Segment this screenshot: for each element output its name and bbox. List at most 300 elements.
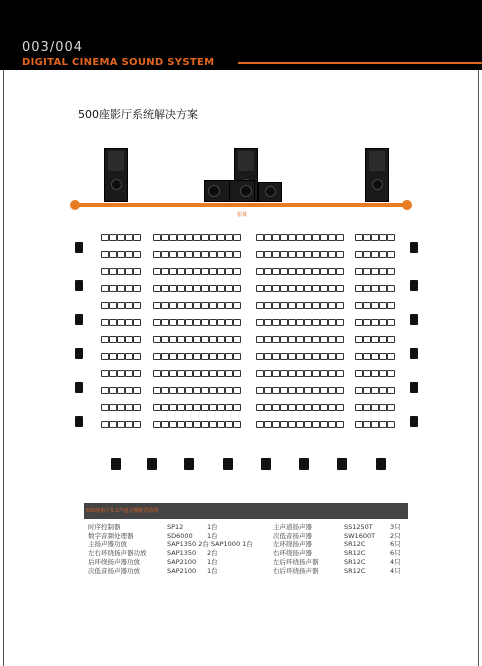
- seat: [201, 319, 209, 326]
- seat: [225, 353, 233, 360]
- seat: [101, 268, 109, 275]
- seat: [264, 302, 272, 309]
- seat-row: [355, 336, 395, 343]
- seat: [355, 336, 363, 343]
- seat: [328, 404, 336, 411]
- seat: [387, 421, 395, 428]
- seat: [185, 404, 193, 411]
- seat: [320, 336, 328, 343]
- seat-row: [153, 336, 241, 343]
- subwoofer-center: [229, 180, 255, 202]
- seat: [256, 285, 264, 292]
- seat: [153, 251, 161, 258]
- seat: [363, 268, 371, 275]
- seat: [201, 387, 209, 394]
- seat: [185, 387, 193, 394]
- seat: [336, 387, 344, 394]
- seat: [256, 319, 264, 326]
- seat: [312, 302, 320, 309]
- seat: [280, 370, 288, 377]
- seat-row: [256, 251, 344, 258]
- surround-speaker-left: [75, 314, 83, 325]
- seat: [233, 234, 241, 241]
- seat: [225, 421, 233, 428]
- seat: [387, 302, 395, 309]
- equipment-name: 主扬声器功放: [88, 540, 127, 549]
- seat: [355, 251, 363, 258]
- seat: [133, 268, 141, 275]
- seat: [225, 370, 233, 377]
- seat: [379, 353, 387, 360]
- seat: [153, 285, 161, 292]
- seat: [264, 285, 272, 292]
- seat: [161, 285, 169, 292]
- seat: [233, 285, 241, 292]
- surround-speaker-right: [410, 242, 418, 253]
- seat: [233, 268, 241, 275]
- seat: [209, 234, 217, 241]
- seat: [264, 251, 272, 258]
- seat: [379, 319, 387, 326]
- seat-row: [256, 268, 344, 275]
- seat: [109, 353, 117, 360]
- seat: [101, 336, 109, 343]
- seat: [233, 353, 241, 360]
- seat: [304, 370, 312, 377]
- seat: [201, 421, 209, 428]
- seat: [193, 387, 201, 394]
- seat: [153, 319, 161, 326]
- seat: [133, 285, 141, 292]
- seat-row: [256, 370, 344, 377]
- seat: [288, 268, 296, 275]
- equipment-quantity: 4只: [390, 566, 401, 575]
- seat-row: [101, 319, 141, 326]
- section-subtitle: DIGITAL CINEMA SOUND SYSTEM: [22, 57, 215, 68]
- seat: [217, 234, 225, 241]
- seat: [379, 387, 387, 394]
- seat: [304, 404, 312, 411]
- equipment-name: 后环绕扬声器功放: [88, 557, 140, 566]
- surround-speaker-right: [410, 314, 418, 325]
- seat: [320, 370, 328, 377]
- seat: [133, 404, 141, 411]
- seat: [169, 370, 177, 377]
- seat: [109, 285, 117, 292]
- seat: [193, 268, 201, 275]
- seat: [117, 268, 125, 275]
- seat: [355, 387, 363, 394]
- seat: [125, 370, 133, 377]
- seat: [363, 387, 371, 394]
- seat: [363, 285, 371, 292]
- seat: [117, 319, 125, 326]
- seat: [264, 421, 272, 428]
- seat: [296, 336, 304, 343]
- seat: [109, 421, 117, 428]
- seat: [280, 336, 288, 343]
- seat-row: [153, 387, 241, 394]
- seat: [177, 353, 185, 360]
- equipment-quantity: 6只: [390, 549, 401, 558]
- seat: [387, 285, 395, 292]
- seat: [355, 302, 363, 309]
- seat: [288, 387, 296, 394]
- seat: [209, 251, 217, 258]
- page-header: [0, 0, 482, 70]
- seat: [320, 268, 328, 275]
- seat: [177, 404, 185, 411]
- surround-speaker-left: [75, 242, 83, 253]
- equipment-table-header: [84, 503, 408, 519]
- seat: [101, 285, 109, 292]
- rear-surround-speaker: [223, 458, 233, 470]
- seat: [256, 302, 264, 309]
- seat: [312, 336, 320, 343]
- seat-row: [256, 234, 344, 241]
- seat: [288, 404, 296, 411]
- seat: [355, 404, 363, 411]
- seat-row: [153, 302, 241, 309]
- seat: [169, 234, 177, 241]
- seat: [201, 336, 209, 343]
- seat: [272, 421, 280, 428]
- seat-row: [153, 234, 241, 241]
- seat: [304, 353, 312, 360]
- seat: [312, 285, 320, 292]
- seat: [328, 370, 336, 377]
- seat: [185, 319, 193, 326]
- seat-row: [101, 234, 141, 241]
- subwoofer-right: [258, 182, 282, 202]
- seat: [225, 234, 233, 241]
- seat: [209, 285, 217, 292]
- seat: [371, 353, 379, 360]
- seat: [101, 234, 109, 241]
- equipment-name: 左环绕扬声器: [273, 540, 312, 549]
- seat-row: [153, 268, 241, 275]
- seat: [109, 234, 117, 241]
- seat: [288, 421, 296, 428]
- seat: [125, 234, 133, 241]
- seat-row: [256, 353, 344, 360]
- seat: [153, 353, 161, 360]
- seat: [161, 370, 169, 377]
- seat: [201, 370, 209, 377]
- seat: [312, 387, 320, 394]
- seat: [363, 421, 371, 428]
- seat: [217, 319, 225, 326]
- seat: [387, 336, 395, 343]
- seat: [296, 421, 304, 428]
- rear-surround-speaker: [337, 458, 347, 470]
- seat: [193, 370, 201, 377]
- seat-row: [153, 251, 241, 258]
- seat: [233, 370, 241, 377]
- seat: [177, 370, 185, 377]
- seat: [117, 421, 125, 428]
- equipment-model: SP12: [167, 523, 184, 531]
- seat: [320, 251, 328, 258]
- seat: [233, 387, 241, 394]
- seat: [217, 353, 225, 360]
- seat: [371, 387, 379, 394]
- seat: [209, 268, 217, 275]
- seat: [296, 268, 304, 275]
- seat: [125, 251, 133, 258]
- seat: [233, 251, 241, 258]
- seat: [296, 251, 304, 258]
- seat: [169, 319, 177, 326]
- seat: [371, 336, 379, 343]
- seat: [217, 421, 225, 428]
- seat: [209, 353, 217, 360]
- equipment-name: 右后环绕扬声器: [273, 566, 319, 575]
- seat-row: [256, 302, 344, 309]
- seat: [304, 268, 312, 275]
- seat: [233, 404, 241, 411]
- seat: [209, 421, 217, 428]
- seat: [387, 251, 395, 258]
- seat: [125, 319, 133, 326]
- seat-row: [355, 319, 395, 326]
- seat: [304, 319, 312, 326]
- seat-row: [256, 319, 344, 326]
- equipment-name: 左后环绕扬声器: [273, 557, 319, 566]
- seat: [371, 285, 379, 292]
- seat: [125, 285, 133, 292]
- seat: [177, 251, 185, 258]
- seat: [161, 421, 169, 428]
- seat: [161, 353, 169, 360]
- seat: [272, 387, 280, 394]
- seat: [387, 234, 395, 241]
- seat: [201, 302, 209, 309]
- seat: [363, 302, 371, 309]
- equipment-table-title: 500座影厅5.1声道音響配置清單: [86, 508, 159, 514]
- header-rule: [238, 62, 482, 64]
- seat: [363, 234, 371, 241]
- seat: [109, 336, 117, 343]
- seat: [125, 387, 133, 394]
- seat: [336, 251, 344, 258]
- seat: [328, 234, 336, 241]
- seat: [101, 421, 109, 428]
- rear-surround-speaker: [111, 458, 121, 470]
- equipment-name: 左右环绕扬声器功放: [88, 549, 147, 558]
- seat: [371, 421, 379, 428]
- seat: [225, 336, 233, 343]
- seat: [296, 285, 304, 292]
- seat: [320, 353, 328, 360]
- seat: [117, 302, 125, 309]
- seat: [336, 268, 344, 275]
- seat: [193, 421, 201, 428]
- seat: [280, 387, 288, 394]
- seat: [153, 234, 161, 241]
- seat: [185, 353, 193, 360]
- seat: [371, 268, 379, 275]
- seat: [217, 285, 225, 292]
- seat: [209, 370, 217, 377]
- seat: [379, 421, 387, 428]
- seat-row: [355, 421, 395, 428]
- seat: [272, 234, 280, 241]
- main-speaker-left: [104, 148, 128, 202]
- frame-right-line: [478, 70, 479, 666]
- seat-row: [153, 421, 241, 428]
- seat: [217, 387, 225, 394]
- seat: [336, 421, 344, 428]
- seat: [296, 234, 304, 241]
- equipment-model: SAP2100: [167, 557, 197, 566]
- seat: [161, 302, 169, 309]
- seat: [225, 387, 233, 394]
- equipment-quantity: 1台: [207, 557, 218, 566]
- seat: [217, 268, 225, 275]
- seat: [363, 404, 371, 411]
- seat: [256, 404, 264, 411]
- seat-row: [256, 336, 344, 343]
- seat: [133, 319, 141, 326]
- seat: [379, 404, 387, 411]
- seat: [256, 353, 264, 360]
- seat: [379, 234, 387, 241]
- seat: [355, 353, 363, 360]
- surround-speaker-left: [75, 416, 83, 427]
- seat: [133, 251, 141, 258]
- seat: [109, 404, 117, 411]
- seat: [379, 285, 387, 292]
- seat: [328, 251, 336, 258]
- seat: [288, 353, 296, 360]
- equipment-name: 时序控制器: [88, 523, 121, 531]
- seat-row: [101, 336, 141, 343]
- seat: [320, 421, 328, 428]
- seat: [336, 302, 344, 309]
- seat: [169, 285, 177, 292]
- seat: [193, 404, 201, 411]
- seat: [371, 302, 379, 309]
- seat: [304, 302, 312, 309]
- seat: [169, 268, 177, 275]
- seat: [133, 234, 141, 241]
- equipment-model: SAP2100: [167, 566, 197, 575]
- seat: [117, 234, 125, 241]
- seat: [133, 336, 141, 343]
- seat: [133, 302, 141, 309]
- seat-row: [101, 404, 141, 411]
- seat: [387, 319, 395, 326]
- seat: [296, 319, 304, 326]
- surround-speaker-right: [410, 416, 418, 427]
- seat: [177, 268, 185, 275]
- seat: [328, 285, 336, 292]
- seat: [117, 251, 125, 258]
- seat: [193, 302, 201, 309]
- seat: [320, 404, 328, 411]
- seat: [256, 387, 264, 394]
- seat: [363, 319, 371, 326]
- seat: [169, 387, 177, 394]
- surround-speaker-right: [410, 382, 418, 393]
- seat: [153, 268, 161, 275]
- seat-row: [256, 421, 344, 428]
- seat: [387, 353, 395, 360]
- seat: [225, 404, 233, 411]
- seat: [280, 319, 288, 326]
- seat: [169, 302, 177, 309]
- seat-row: [101, 421, 141, 428]
- seat: [288, 251, 296, 258]
- seat-row: [153, 285, 241, 292]
- seat: [185, 234, 193, 241]
- equipment-quantity: 6只: [390, 540, 401, 549]
- seat-row: [355, 302, 395, 309]
- seat: [264, 370, 272, 377]
- seat: [320, 285, 328, 292]
- seat-row: [256, 404, 344, 411]
- seat: [169, 336, 177, 343]
- seat: [233, 421, 241, 428]
- seat: [296, 353, 304, 360]
- rear-surround-speaker: [147, 458, 157, 470]
- seat-row: [256, 387, 344, 394]
- seat: [272, 268, 280, 275]
- seat: [225, 268, 233, 275]
- seat: [109, 302, 117, 309]
- seat: [288, 336, 296, 343]
- seat: [101, 404, 109, 411]
- seat: [336, 319, 344, 326]
- seat: [177, 234, 185, 241]
- seat: [304, 387, 312, 394]
- seat: [387, 387, 395, 394]
- seat-row: [101, 370, 141, 377]
- seat: [328, 421, 336, 428]
- seat: [201, 353, 209, 360]
- seat-row: [153, 370, 241, 377]
- seat: [312, 421, 320, 428]
- seat: [209, 387, 217, 394]
- seat: [153, 370, 161, 377]
- surround-speaker-left: [75, 382, 83, 393]
- cinema-screen: [74, 203, 407, 207]
- seat: [387, 268, 395, 275]
- seat: [371, 319, 379, 326]
- seat: [328, 268, 336, 275]
- seat: [256, 336, 264, 343]
- equipment-name: 右环绕扬声器: [273, 549, 312, 558]
- seat: [371, 404, 379, 411]
- seat: [288, 302, 296, 309]
- seat-row: [101, 353, 141, 360]
- seat: [264, 234, 272, 241]
- seat-row: [153, 353, 241, 360]
- equipment-name: 次低音扬声器: [273, 531, 312, 540]
- seat: [272, 336, 280, 343]
- seat: [125, 336, 133, 343]
- seat: [355, 234, 363, 241]
- seat: [320, 319, 328, 326]
- seat: [101, 319, 109, 326]
- seat: [379, 336, 387, 343]
- page-title: 500座影厅系统解决方案: [78, 108, 198, 121]
- seat: [109, 319, 117, 326]
- seat-row: [355, 353, 395, 360]
- seat: [193, 319, 201, 326]
- equipment-quantity: 1台: [207, 523, 218, 531]
